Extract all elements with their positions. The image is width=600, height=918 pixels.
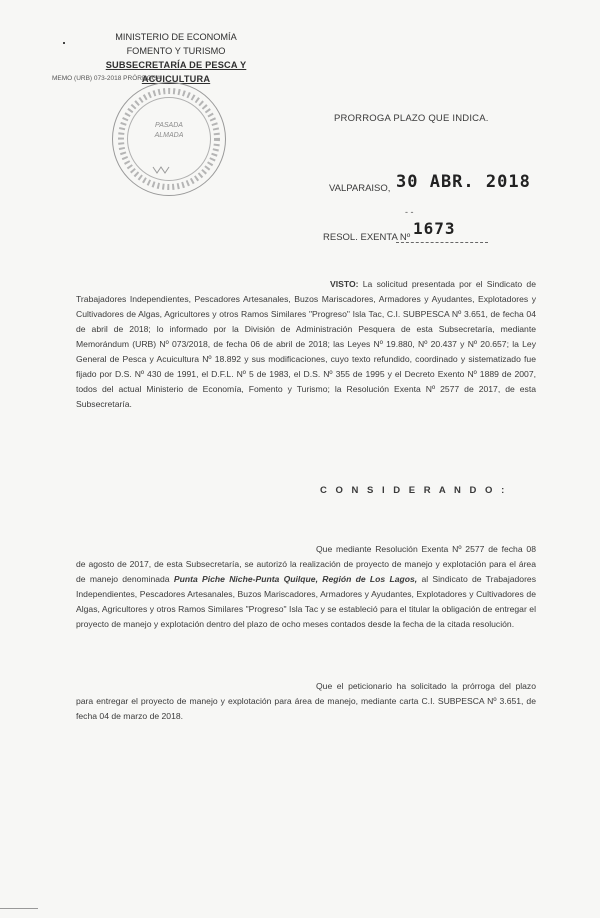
date-stamp: 30 ABR. 2018 bbox=[396, 172, 531, 192]
visto-paragraph bbox=[76, 277, 536, 412]
letterhead bbox=[52, 30, 276, 86]
subsecretaria-name: SUBSECRETARÍA DE PESCA Y ACUICULTURA bbox=[105, 60, 247, 84]
seal-center-text: PASADA ALMADA bbox=[154, 122, 184, 139]
resolution-underline bbox=[396, 242, 488, 243]
resolution-tick-marks: - - bbox=[405, 207, 414, 217]
resolution-number: 1673 bbox=[413, 219, 456, 238]
city-label: VALPARAISO, bbox=[329, 183, 391, 194]
considerando-heading: C O N S I D E R A N D O : bbox=[320, 485, 508, 496]
resolution-label: RESOL. EXENTA Nº bbox=[323, 232, 411, 243]
considerando-paragraph-2: Que el peticionario ha solicitado la prórroga del plazo para entregar el proyecto de manejo y explotación para área de manejo, mediante carta C.I. SUBPESCA Nº 3.651, de fecha 04 de marzo de 2018. bbox=[76, 681, 536, 721]
page-edge-mark bbox=[0, 908, 38, 909]
area-name-emphasis: Punta Piche Niche-Punta Quilque, Región de Los Lagos, bbox=[173, 574, 418, 584]
visto-text: La solicitud presentada por el Sindicato de Trabajadores Independientes, Pescadores Artesanales, Buzos Mariscadores, Armadores y Ayudantes, Explotadores y Cultivadores de Algas, Agricultores y otros Ramos Similares "Progreso" Isla Tac, C.I. SUBPESCA Nº 3.651, de fecha 04 de abril de 2018; lo informado por la División de Administración Pesquera de esta Subsecretaría, mediante Memorándum (URB) Nº 073/2018, de fecha 06 de abril de 2018; las Leyes Nº 19.880, Nº 20.437 y Nº 20.657; la Ley General de Pesca y Acuicultura Nº 18.892 y sus modificaciones, cuyo texto refundido, coordinado y sistematizado fue fijado por D.S. Nº 430 de 1991, el D.F.L. Nº 5 de 1983, el D.S. Nº 355 de 1995 y el Decreto Exento Nº 1889 de 2007, todos del actual Ministerio de Economía, Fomento y Turismo; la Resolución Exenta Nº 2577 de 2017, de esta Subsecretaría. bbox=[76, 279, 536, 409]
official-seal bbox=[112, 82, 226, 196]
document-reference: PRORROGA PLAZO QUE INDICA. bbox=[334, 113, 489, 124]
visto-heading: VISTO: bbox=[330, 279, 359, 289]
considerando-paragraph-1: Que mediante Resolución Exenta Nº 2577 de fecha 08 de agosto de 2017, de esta Subsecretaría, se autorizó la realización de proyecto de manejo y explotación para el área de manejo denominada Punta Piche Niche-Punta Quilque, Región de Los Lagos, al Sindicato de Trabajadores Independientes, Pescadores Artesanales, Buzos Mariscadores, Armadores y Ayudantes, Explotadores y Cultivadores de Algas, Agricultores y otros Ramos Similares "Progreso" Isla Tac y se estableció para el titular la obligación de entregar el proyecto de manejo y explotación dentro del plazo de ocho meses contados desde la fecha de la citada resolución. bbox=[76, 544, 537, 629]
ministry-subtitle: FOMENTO Y TURISMO bbox=[126, 46, 226, 56]
scan-speck bbox=[63, 42, 65, 44]
memo-reference: MEMO (URB) 073-2018 PRÓRROGA bbox=[52, 75, 162, 82]
ministry-name: MINISTERIO DE ECONOMÍA bbox=[115, 32, 237, 42]
